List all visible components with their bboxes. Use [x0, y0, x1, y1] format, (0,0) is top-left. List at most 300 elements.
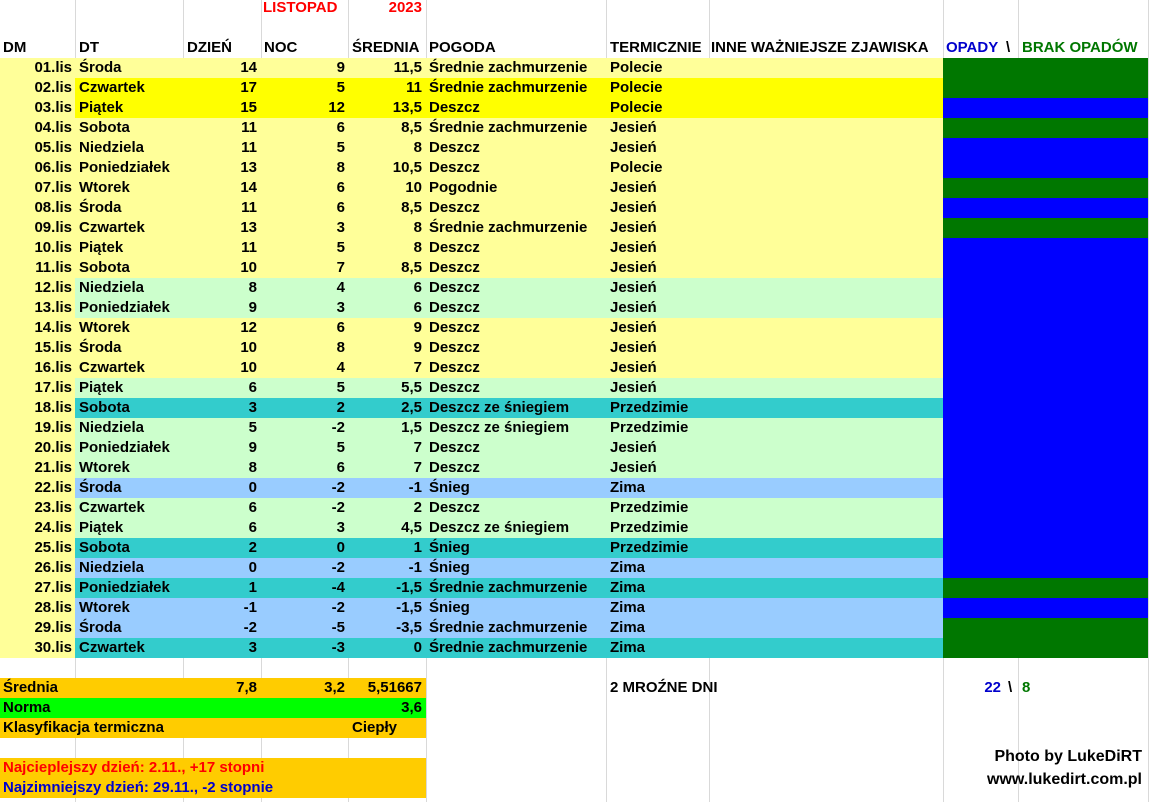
cell-pogoda: Deszcz: [429, 379, 480, 396]
cell-dm: 01.lis: [34, 59, 72, 76]
cell-dm: 02.lis: [34, 79, 72, 96]
cell-termicznie: Zima: [610, 619, 646, 636]
warmest-day: Najcieplejszy dzień: 2.11., +17 stopni: [3, 759, 265, 776]
cell-srednia: 8: [413, 219, 422, 236]
cell-dt: Czwartek: [79, 79, 145, 96]
cell-dt: Poniedziałek: [79, 579, 170, 596]
cell-srednia: 8,5: [401, 199, 422, 216]
cell-noc: -2: [331, 419, 345, 436]
cell-dzien: 14: [240, 179, 257, 196]
cell-pogoda: Deszcz: [429, 199, 480, 216]
table-row: [0, 618, 1152, 638]
credit-url: www.lukedirt.com.pl: [987, 771, 1142, 788]
cell-dzien: 11: [241, 119, 257, 136]
cell-srednia: -1,5: [396, 599, 422, 616]
precip-indicator: [943, 558, 1148, 578]
cell-termicznie: Jesień: [610, 299, 657, 316]
cell-pogoda: Deszcz: [429, 499, 480, 516]
classification-value: Ciepły: [352, 719, 398, 736]
cell-termicznie: Jesień: [610, 279, 657, 296]
cell-srednia: -1,5: [396, 579, 422, 596]
cell-dt: Środa: [79, 59, 122, 76]
cell-srednia: 8,5: [401, 119, 422, 136]
precip-indicator: [943, 58, 1148, 78]
cell-termicznie: Przedzimie: [610, 519, 689, 536]
table-row: [0, 238, 1152, 258]
cell-dm: 23.lis: [34, 499, 72, 516]
precip-indicator: [943, 78, 1148, 98]
coldest-row: [0, 778, 1152, 798]
cell-noc: 8: [336, 159, 345, 176]
month-title: LISTOPAD: [263, 0, 338, 16]
cell-pogoda: Śnieg: [429, 559, 470, 576]
table-row: [0, 58, 1152, 78]
table-row: [0, 498, 1152, 518]
cell-srednia: 11,5: [393, 59, 422, 76]
cell-srednia: 8: [413, 139, 422, 156]
warmest-row: [0, 758, 1152, 778]
cell-dm: 18.lis: [34, 399, 72, 416]
cell-dzien: 11: [241, 239, 257, 256]
cell-srednia: 7: [413, 439, 422, 456]
precip-indicator: [943, 598, 1148, 618]
cell-dt: Sobota: [79, 259, 130, 276]
cell-dt: Czwartek: [79, 639, 145, 656]
cell-noc: 6: [336, 459, 345, 476]
cell-srednia: 6: [413, 279, 422, 296]
precip-indicator: [943, 178, 1148, 198]
cell-noc: -2: [331, 499, 345, 516]
table-row: [0, 538, 1152, 558]
norm-value: 3,6: [401, 699, 422, 716]
precip-indicator: [943, 318, 1148, 338]
cell-srednia: 2: [413, 499, 422, 516]
cell-dm: 29.lis: [34, 619, 72, 636]
cell-pogoda: Deszcz: [429, 359, 480, 376]
table-row: [0, 318, 1152, 338]
cell-noc: 5: [336, 439, 345, 456]
cell-dzien: 2: [248, 539, 257, 556]
cell-srednia: 7: [413, 459, 422, 476]
cell-pogoda: Deszcz: [429, 299, 480, 316]
cell-dm: 25.lis: [34, 539, 72, 556]
cell-srednia: 9: [413, 319, 422, 336]
year-title: 2023: [388, 0, 422, 16]
norm-label: Norma: [3, 699, 51, 716]
cell-dm: 03.lis: [34, 99, 72, 116]
cell-termicznie: Polecie: [610, 99, 663, 116]
cell-noc: 0: [336, 539, 345, 556]
cell-pogoda: Deszcz ze śniegiem: [429, 399, 570, 416]
cell-dzien: 12: [240, 319, 257, 336]
cell-srednia: 0: [413, 639, 422, 656]
average-mean: 5,51667: [367, 679, 422, 696]
cell-pogoda: Deszcz: [429, 159, 480, 176]
cell-noc: -2: [331, 559, 345, 576]
cell-dzien: 8: [248, 459, 257, 476]
cell-dzien: 13: [240, 219, 257, 236]
precip-indicator: [943, 278, 1148, 298]
precip-indicator: [943, 358, 1148, 378]
cell-dt: Wtorek: [79, 319, 130, 336]
cell-noc: 5: [336, 139, 345, 156]
cell-termicznie: Jesień: [610, 379, 657, 396]
cell-srednia: 10,5: [392, 159, 422, 176]
cell-noc: 4: [336, 359, 345, 376]
cell-termicznie: Jesień: [610, 259, 657, 276]
cell-noc: 12: [328, 99, 345, 116]
table-row: [0, 358, 1152, 378]
cell-dm: 21.lis: [34, 459, 72, 476]
cell-dzien: 10: [240, 339, 257, 356]
cell-srednia: 5,5: [401, 379, 422, 396]
cell-pogoda: Śnieg: [429, 539, 470, 556]
precip-indicator: [943, 158, 1148, 178]
cell-pogoda: Średnie zachmurzenie: [429, 619, 588, 636]
cell-pogoda: Deszcz: [429, 239, 480, 256]
cell-dm: 14.lis: [34, 319, 72, 336]
cell-pogoda: Deszcz ze śniegiem: [429, 419, 570, 436]
table-row: [0, 78, 1152, 98]
table-row: [0, 558, 1152, 578]
cell-pogoda: Deszcz: [429, 259, 480, 276]
header-termicznie: TERMICZNIE: [610, 39, 702, 56]
cell-dt: Sobota: [79, 119, 130, 136]
header-dt: DT: [79, 39, 99, 56]
cell-termicznie: Przedzimie: [610, 539, 689, 556]
cell-srednia: 11: [406, 79, 422, 96]
cell-pogoda: Śnieg: [429, 479, 470, 496]
precip-indicator: [943, 298, 1148, 318]
cell-dzien: 6: [248, 499, 257, 516]
cell-termicznie: Jesień: [610, 219, 657, 236]
cell-dm: 26.lis: [34, 559, 72, 576]
table-row: [0, 578, 1152, 598]
cell-dm: 07.lis: [34, 179, 72, 196]
table-row: [0, 438, 1152, 458]
table-row: [0, 258, 1152, 278]
cell-pogoda: Średnie zachmurzenie: [429, 79, 588, 96]
cell-noc: 5: [336, 79, 345, 96]
cell-dm: 10.lis: [34, 239, 72, 256]
header-dm: DM: [3, 39, 27, 56]
cell-dzien: 8: [248, 279, 257, 296]
cell-dzien: 10: [240, 259, 257, 276]
cell-pogoda: Deszcz: [429, 279, 480, 296]
cell-pogoda: Deszcz: [429, 339, 480, 356]
precip-days-count: 22: [984, 679, 1001, 696]
cell-dzien: 0: [248, 479, 257, 496]
average-night: 3,2: [324, 679, 345, 696]
cell-pogoda: Średnie zachmurzenie: [429, 639, 588, 656]
cell-dt: Niedziela: [79, 559, 145, 576]
cell-termicznie: Jesień: [610, 319, 657, 336]
table-row: [0, 338, 1152, 358]
table-row: [0, 278, 1152, 298]
cell-dzien: 1: [248, 579, 257, 596]
cell-noc: 6: [336, 179, 345, 196]
cell-srednia: -1: [408, 559, 422, 576]
cell-noc: 3: [336, 299, 345, 316]
cell-dt: Wtorek: [79, 599, 130, 616]
precip-indicator: [943, 198, 1148, 218]
cell-dzien: -1: [243, 599, 257, 616]
cell-dt: Piątek: [79, 239, 124, 256]
precip-indicator: [943, 98, 1148, 118]
cell-dm: 13.lis: [34, 299, 72, 316]
frost-days: 2 MROŹNE DNI: [610, 679, 718, 696]
cell-dt: Sobota: [79, 539, 130, 556]
table-row: [0, 118, 1152, 138]
cell-noc: 3: [336, 219, 345, 236]
cell-pogoda: Średnie zachmurzenie: [429, 219, 588, 236]
cell-dzien: 15: [240, 99, 257, 116]
precip-indicator: [943, 218, 1148, 238]
cell-noc: -2: [331, 599, 345, 616]
cell-dt: Niedziela: [79, 419, 145, 436]
cell-pogoda: Deszcz: [429, 319, 480, 336]
cell-dzien: 9: [248, 439, 257, 456]
cell-noc: 5: [336, 379, 345, 396]
cell-dzien: 6: [248, 519, 257, 536]
cell-dm: 16.lis: [34, 359, 72, 376]
table-row: [0, 378, 1152, 398]
cell-dm: 20.lis: [34, 439, 72, 456]
table-row: [0, 218, 1152, 238]
cell-srednia: 13,5: [392, 99, 422, 116]
cell-dm: 11.lis: [35, 259, 72, 276]
cell-pogoda: Deszcz: [429, 139, 480, 156]
table-row: [0, 178, 1152, 198]
cell-dzien: 17: [240, 79, 257, 96]
header-pogoda: POGODA: [429, 39, 496, 56]
cell-dzien: 10: [240, 359, 257, 376]
cell-noc: 7: [336, 259, 345, 276]
cell-dt: Czwartek: [79, 359, 145, 376]
cell-noc: -3: [331, 639, 345, 656]
precip-indicator: [943, 578, 1148, 598]
classification-label: Klasyfikacja termiczna: [3, 719, 164, 736]
cell-dzien: 3: [248, 399, 257, 416]
cell-srednia: -3,5: [396, 619, 422, 636]
cell-noc: -4: [331, 579, 345, 596]
header-noc: NOC: [264, 39, 298, 56]
cell-termicznie: Jesień: [610, 439, 657, 456]
cell-termicznie: Jesień: [610, 459, 657, 476]
cell-noc: 6: [336, 319, 345, 336]
cell-dt: Środa: [79, 199, 122, 216]
precip-indicator: [943, 458, 1148, 478]
cell-srednia: 8: [413, 239, 422, 256]
cell-dm: 24.lis: [34, 519, 72, 536]
coldest-day: Najzimniejszy dzień: 29.11., -2 stopnie: [3, 779, 274, 796]
cell-dzien: 5: [248, 419, 257, 436]
cell-dzien: 9: [248, 299, 257, 316]
table-row: [0, 598, 1152, 618]
table-row: [0, 98, 1152, 118]
cell-pogoda: Śnieg: [429, 599, 470, 616]
precip-indicator: [943, 338, 1148, 358]
cell-srednia: 1,5: [401, 419, 422, 436]
header-inne: INNE WAŻNIEJSZE ZJAWISKA: [711, 39, 929, 56]
cell-pogoda: Średnie zachmurzenie: [429, 59, 588, 76]
cell-srednia: 8,5: [401, 259, 422, 276]
cell-dzien: 11: [241, 139, 257, 156]
cell-dt: Poniedziałek: [79, 299, 170, 316]
title-row: [0, 0, 1152, 18]
cell-termicznie: Zima: [610, 559, 646, 576]
cell-dm: 12.lis: [34, 279, 72, 296]
cell-pogoda: Deszcz ze śniegiem: [429, 519, 570, 536]
cell-noc: 5: [336, 239, 345, 256]
cell-termicznie: Polecie: [610, 159, 663, 176]
cell-dzien: 14: [240, 59, 257, 76]
header-brak: BRAK OPADÓW: [1022, 39, 1138, 56]
cell-termicznie: Jesień: [610, 199, 657, 216]
cell-termicznie: Przedzimie: [610, 419, 689, 436]
cell-dt: Piątek: [79, 379, 124, 396]
table-row: [0, 478, 1152, 498]
precip-indicator: [943, 518, 1148, 538]
cell-dzien: -2: [243, 619, 257, 636]
cell-dt: Czwartek: [79, 499, 145, 516]
summary-classification-row: [0, 718, 1152, 738]
cell-dt: Środa: [79, 479, 122, 496]
cell-srednia: 4,5: [401, 519, 422, 536]
cell-dt: Czwartek: [79, 219, 145, 236]
cell-noc: 3: [336, 519, 345, 536]
cell-termicznie: Polecie: [610, 79, 663, 96]
precip-indicator: [943, 638, 1148, 658]
cell-dm: 05.lis: [34, 139, 72, 156]
cell-dt: Wtorek: [79, 459, 130, 476]
table-row: [0, 198, 1152, 218]
cell-srednia: -1: [408, 479, 422, 496]
cell-noc: 6: [336, 199, 345, 216]
cell-dm: 04.lis: [34, 119, 72, 136]
cell-pogoda: Średnie zachmurzenie: [429, 119, 588, 136]
credit-photo: Photo by LukeDiRT: [994, 748, 1142, 765]
cell-termicznie: Zima: [610, 599, 646, 616]
cell-noc: -2: [331, 479, 345, 496]
cell-dt: Sobota: [79, 399, 130, 416]
precip-indicator: [943, 618, 1148, 638]
cell-dm: 17.lis: [34, 379, 72, 396]
precip-indicator: [943, 118, 1148, 138]
cell-dzien: 3: [248, 639, 257, 656]
header-sep: \: [1006, 39, 1011, 56]
cell-srednia: 6: [413, 299, 422, 316]
cell-noc: 4: [336, 279, 345, 296]
precip-indicator: [943, 538, 1148, 558]
precip-indicator: [943, 378, 1148, 398]
cell-dm: 22.lis: [34, 479, 72, 496]
cell-pogoda: Pogodnie: [429, 179, 498, 196]
cell-srednia: 7: [413, 359, 422, 376]
header-dzien: DZIEŃ: [187, 39, 232, 56]
summary-sep: \: [1008, 679, 1013, 696]
cell-pogoda: Średnie zachmurzenie: [429, 579, 588, 596]
table-row: [0, 638, 1152, 658]
cell-dm: 08.lis: [34, 199, 72, 216]
cell-pogoda: Deszcz: [429, 439, 480, 456]
table-row: [0, 518, 1152, 538]
header-opady: OPADY: [946, 39, 999, 56]
cell-termicznie: Zima: [610, 479, 646, 496]
cell-dm: 06.lis: [34, 159, 72, 176]
cell-dm: 09.lis: [34, 219, 72, 236]
cell-dzien: 11: [241, 199, 257, 216]
header-row: [0, 38, 1152, 58]
cell-dt: Wtorek: [79, 179, 130, 196]
cell-noc: -5: [331, 619, 345, 636]
precip-indicator: [943, 478, 1148, 498]
cell-termicznie: Jesień: [610, 339, 657, 356]
cell-dt: Poniedziałek: [79, 159, 170, 176]
cell-noc: 8: [336, 339, 345, 356]
precip-indicator: [943, 498, 1148, 518]
cell-srednia: 2,5: [401, 399, 422, 416]
cell-srednia: 10: [405, 179, 422, 196]
cell-termicznie: Zima: [610, 579, 646, 596]
cell-termicznie: Polecie: [610, 59, 663, 76]
cell-termicznie: Przedzimie: [610, 399, 689, 416]
summary-norm-row: [0, 698, 1152, 718]
table-row: [0, 398, 1152, 418]
precip-indicator: [943, 258, 1148, 278]
cell-termicznie: Zima: [610, 639, 646, 656]
cell-noc: 9: [336, 59, 345, 76]
cell-dt: Niedziela: [79, 139, 145, 156]
cell-dm: 19.lis: [34, 419, 72, 436]
average-day: 7,8: [236, 679, 257, 696]
table-row: [0, 298, 1152, 318]
cell-srednia: 9: [413, 339, 422, 356]
cell-dt: Piątek: [79, 99, 124, 116]
no-precip-days-count: 8: [1022, 679, 1031, 696]
cell-termicznie: Jesień: [610, 239, 657, 256]
table-row: [0, 138, 1152, 158]
cell-dt: Poniedziałek: [79, 439, 170, 456]
cell-dt: Niedziela: [79, 279, 145, 296]
cell-dt: Środa: [79, 339, 122, 356]
cell-dm: 15.lis: [34, 339, 72, 356]
cell-dzien: 6: [248, 379, 257, 396]
cell-dzien: 0: [248, 559, 257, 576]
cell-termicznie: Jesień: [610, 179, 657, 196]
cell-termicznie: Jesień: [610, 139, 657, 156]
table-row: [0, 158, 1152, 178]
header-srednia: ŚREDNIA: [352, 39, 420, 56]
cell-termicznie: Jesień: [610, 119, 657, 136]
cell-dm: 30.lis: [34, 639, 72, 656]
table-row: [0, 458, 1152, 478]
cell-noc: 6: [336, 119, 345, 136]
precip-indicator: [943, 138, 1148, 158]
precip-indicator: [943, 238, 1148, 258]
cell-pogoda: Deszcz: [429, 459, 480, 476]
cell-dt: Środa: [79, 619, 122, 636]
cell-noc: 2: [336, 399, 345, 416]
cell-termicznie: Przedzimie: [610, 499, 689, 516]
cell-dm: 27.lis: [34, 579, 72, 596]
cell-dzien: 13: [240, 159, 257, 176]
cell-dt: Piątek: [79, 519, 124, 536]
cell-dm: 28.lis: [34, 599, 72, 616]
cell-pogoda: Deszcz: [429, 99, 480, 116]
summary-average-row: [0, 678, 1152, 698]
precip-indicator: [943, 438, 1148, 458]
